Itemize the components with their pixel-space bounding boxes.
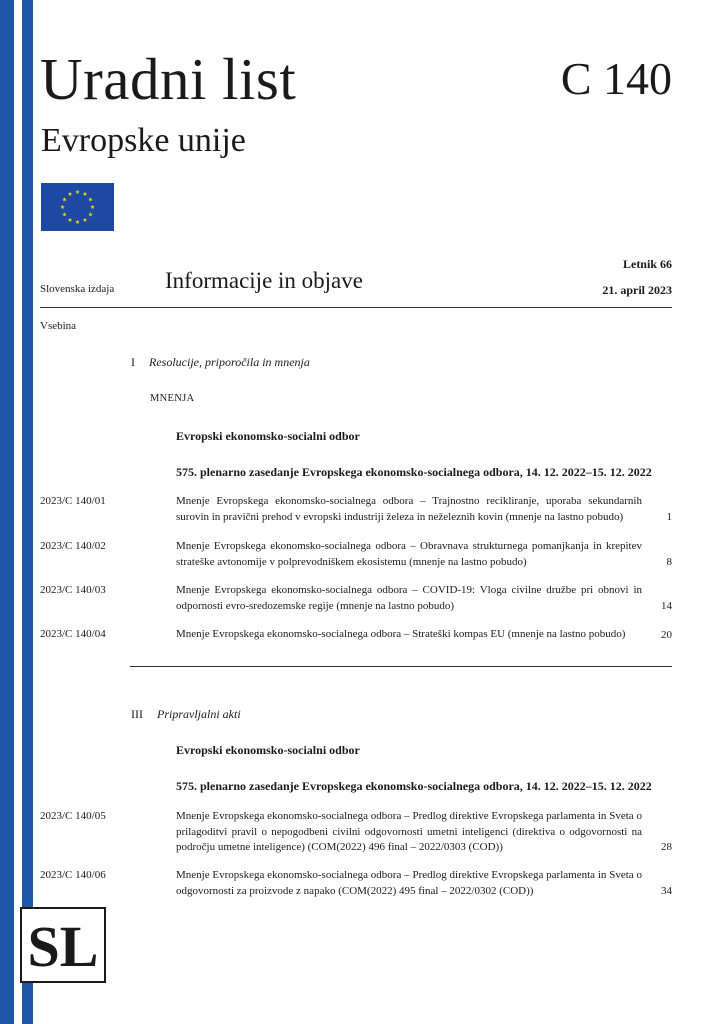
part-numeral: I [131, 355, 135, 369]
header-divider [40, 307, 672, 308]
entry-reference: 2023/C 140/03 [40, 584, 106, 596]
part-title: Resolucije, priporočila in mnenja [149, 355, 310, 369]
eu-flag-icon [41, 183, 114, 231]
toc-entry[interactable] [0, 539, 672, 570]
entry-title: Mnenje Evropskega ekonomsko-socialnega odbora – COVID-19: Vloga civilne družbe pri obnovi in odpornosti evro-sredozemske regije (mnenje na lastno pobudo) [176, 584, 642, 612]
entry-page: 34 [661, 884, 672, 897]
contents-label: Vsebina [40, 320, 77, 332]
part-divider [130, 666, 672, 667]
issue-number: C 140 [560, 53, 672, 104]
entry-reference: 2023/C 140/02 [40, 540, 106, 552]
part-title: Pripravljalni akti [157, 707, 241, 721]
toc-entry[interactable] [0, 868, 672, 899]
entry-reference: 2023/C 140/05 [40, 810, 106, 822]
toc-entry[interactable] [0, 583, 672, 614]
section-heading: Informacije in objave [165, 268, 363, 293]
language-badge: SL [20, 907, 106, 983]
edition-label: Slovenska izdaja [40, 283, 115, 295]
toc-entry[interactable] [0, 494, 672, 525]
entry-reference: 2023/C 140/01 [40, 495, 106, 507]
journal-title: Uradni list [40, 46, 297, 112]
part-heading [131, 707, 241, 722]
entry-reference: 2023/C 140/06 [40, 869, 106, 881]
entry-page: 8 [666, 555, 672, 568]
part-numeral: III [131, 707, 143, 721]
entry-title: Mnenje Evropskega ekonomsko-socialnega odbora – Obravnava strukturnega pomanjkanja in krepitev strateške avtonomije v polprevodniškem ekosistemu (mnenje na lastno pobudo) [176, 540, 642, 568]
session-heading: 575. plenarno zasedanje Evropskega ekonomsko-socialnega odbora, 14. 12. 2022–15. 12. 2022 [176, 465, 652, 479]
entry-page: 14 [661, 599, 672, 612]
entry-reference: 2023/C 140/04 [40, 628, 106, 640]
body-heading: Evropski ekonomsko-socialni odbor [176, 429, 360, 443]
entry-title: Mnenje Evropskega ekonomsko-socialnega odbora – Predlog direktive Evropskega parlamenta in Sveta o prilagoditvi pravil o nepogodbeni civilni odgovornosti umetni inteligenci (direktiva o odgovornosti na področju umetne inteligence) (COM(2022) 496 final – 2022/0303 (COD)) [176, 810, 642, 853]
entry-page: 1 [666, 510, 672, 523]
toc-entry[interactable] [0, 809, 672, 855]
entry-title: Mnenje Evropskega ekonomsko-socialnega odbora – Trajnostno recikliranje, uporaba sekundarnih surovin in pravični prehod v evropski industriji železa in neželeznih kovin (mnenje na lastno pobudo) [176, 495, 642, 523]
toc-entry[interactable] [0, 627, 672, 643]
entry-page: 28 [661, 840, 672, 853]
session-heading: 575. plenarno zasedanje Evropskega ekonomsko-socialnega odbora, 14. 12. 2022–15. 12. 2022 [176, 779, 652, 793]
category-label: MNENJA [150, 393, 195, 404]
part-heading [131, 355, 310, 370]
volume-year: Letnik 66 [622, 257, 672, 271]
journal-subtitle: Evropske unije [41, 122, 246, 159]
entry-page: 20 [661, 628, 672, 641]
entry-title: Mnenje Evropskega ekonomsko-socialnega odbora – Strateški kompas EU (mnenje na lastno pobudo) [176, 628, 626, 640]
body-heading: Evropski ekonomsko-socialni odbor [176, 743, 360, 757]
issue-date: 21. april 2023 [602, 283, 672, 297]
entry-title: Mnenje Evropskega ekonomsko-socialnega odbora – Predlog direktive Evropskega parlamenta in Sveta o odgovornosti za proizvode z napako (COM(2022) 495 final – 2022/0302 (COD)) [176, 869, 642, 897]
